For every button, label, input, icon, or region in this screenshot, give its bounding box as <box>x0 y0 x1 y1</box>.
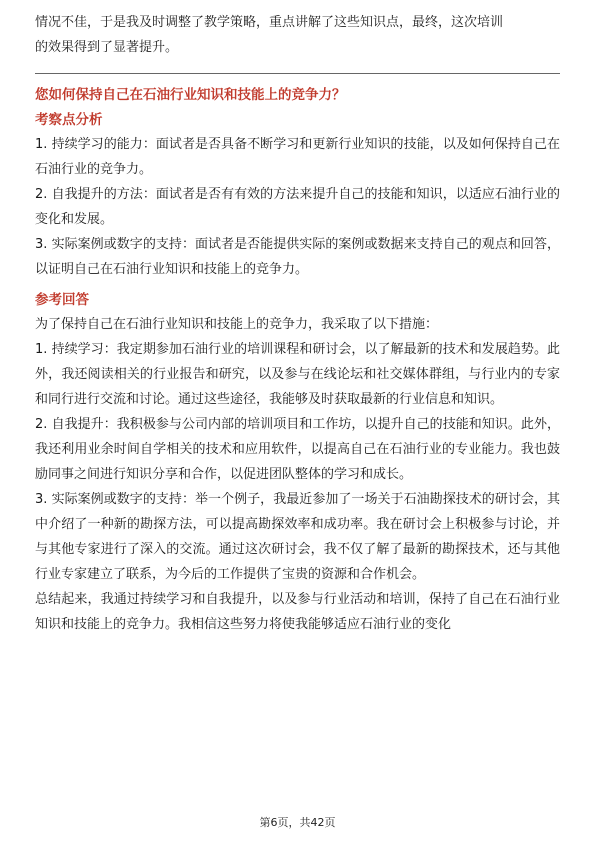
answer-item-2: 2. 自我提升：我积极参与公司内部的培训项目和工作坊，以提升自己的技能和知识。此外，我还利用业余时间自学相关的技术和应用软件，以提高自己在石油行业的专业能力。我也鼓励同事之间进行知识分享和合作，以促进团队整体的学习和成长。 <box>35 417 560 482</box>
analysis-item-2: 2. 自我提升的方法：面试者是否有有效的方法来提升自己的技能和知识，以适应石油行业的变化和发展。 <box>35 187 560 227</box>
answer-heading: 参考回答 <box>35 292 89 308</box>
answer-item-1: 1. 持续学习：我定期参加石油行业的培训课程和研讨会，以了解最新的技术和发展趋势。此外，我还阅读相关的行业报告和研究，以及参与在线论坛和社交媒体群组，与行业内的专家和同行进行交流和讨论。通过这些途径，我能够及时获取最新的行业信息和知识。 <box>35 342 560 407</box>
analysis-item-3: 3. 实际案例或数字的支持：面试者是否能提供实际的案例或数据来支持自己的观点和回答，以证明自己在石油行业知识和技能上的竞争力。 <box>35 237 560 277</box>
intro-tail-line1: 情况不佳，于是我及时调整了教学策略，重点讲解了这些知识点，最终，这次培训 <box>35 15 504 30</box>
answer-summary: 总结起来，我通过持续学习和自我提升，以及参与行业活动和培训，保持了自己在石油行业知识和技能上的竞争力。我相信这些努力将使我能够适应石油行业的变化 <box>35 592 560 632</box>
analysis-heading: 考察点分析 <box>35 112 103 128</box>
intro-tail-line2: 的效果得到了显著提升。 <box>35 40 179 55</box>
question-title: 您如何保持自己在石油行业知识和技能上的竞争力？ <box>35 87 346 103</box>
section-divider <box>35 73 560 74</box>
answer-intro: 为了保持自己在石油行业知识和技能上的竞争力，我采取了以下措施： <box>35 317 439 332</box>
analysis-item-1: 1. 持续学习的能力：面试者是否具备不断学习和更新行业知识的技能，以及如何保持自己在石油行业的竞争力。 <box>35 137 560 177</box>
answer-item-3: 3. 实际案例或数字的支持：举一个例子，我最近参加了一场关于石油勘探技术的研讨会，其中介绍了一种新的勘探方法，可以提高勘探效率和成功率。我在研讨会上积极参与讨论，并与其他专家进行了深入的交流。通过这次研讨会，我不仅了解了最新的勘探技术，还与其他行业专家建立了联系，为今后的工作提供了宝贵的资源和合作机会。 <box>35 492 560 582</box>
page-number: 第6页，共42页 <box>259 816 336 829</box>
page-content <box>35 10 560 637</box>
